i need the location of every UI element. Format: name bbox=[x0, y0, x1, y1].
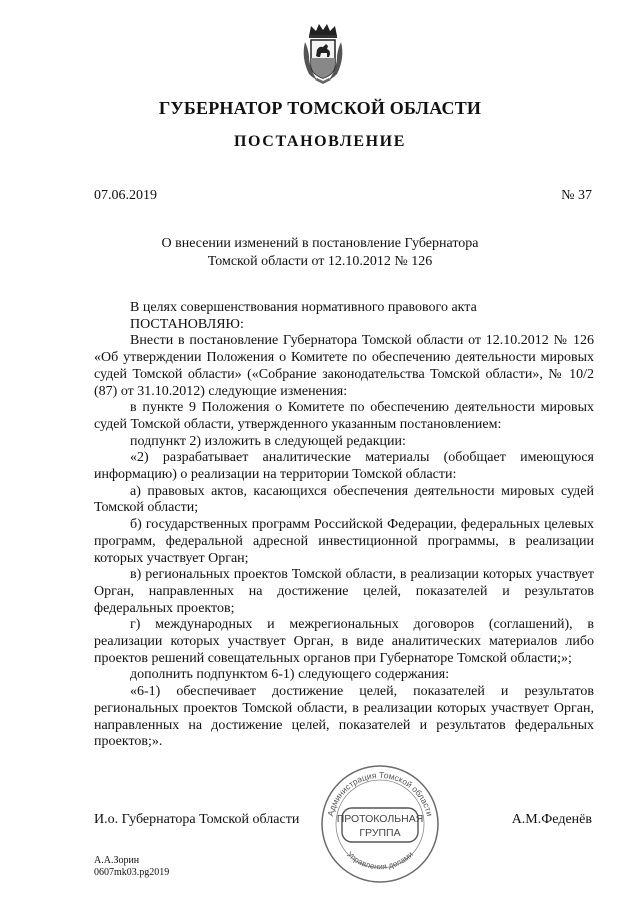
body-paragraph-2: ПОСТАНОВЛЯЮ: bbox=[130, 316, 244, 332]
document-number: № 37 bbox=[561, 188, 592, 203]
document-body bbox=[94, 300, 594, 751]
body-paragraph-8: б) государственных программ Российской Федерации, федеральных целевых программ, федеральной адресной инвестиционной программы, в реализации которых участвует Орган; bbox=[94, 517, 594, 566]
subject-line-2: Томской области от 12.10.2012 № 126 bbox=[207, 254, 433, 269]
coat-of-arms-icon bbox=[299, 22, 347, 86]
document-date: 07.06.2019 bbox=[94, 188, 157, 203]
body-paragraph-10: г) международных и межрегиональных договоров (соглашений), в реализации которых участвует Орган, в виде аналитических материалов либо проектов решений совещательных органов при Губернаторе Томской области;»; bbox=[94, 617, 594, 666]
executor-name: А.А.Зорин bbox=[94, 855, 140, 866]
signatory-name: А.М.Феденёв bbox=[511, 812, 592, 827]
body-paragraph-4: в пункте 9 Положения о Комитете по обеспечению деятельности мировых судей Томской области, утвержденного указанным постановлением: bbox=[94, 400, 594, 432]
body-paragraph-5: подпункт 2) изложить в следующей редакции: bbox=[130, 433, 406, 449]
body-paragraph-3: Внести в постановление Губернатора Томской области от 12.10.2012 № 126 «Об утверждении Положения о Комитете по обеспечению деятельности мировых судей Томской области» («Собрание законодательства Томской области», № 10/2 (87) от 31.10.2012) следующие изменения: bbox=[94, 333, 594, 399]
stamp-center-line-1: ПРОТОКОЛЬНАЯ bbox=[336, 813, 424, 825]
signatory-position: И.о. Губернатора Томской области bbox=[94, 812, 300, 827]
authority-title: ГУБЕРНАТОР ТОМСКОЙ ОБЛАСТИ bbox=[158, 98, 482, 118]
svg-text:Управления делами bbox=[345, 850, 415, 871]
body-paragraph-11: дополнить подпунктом 6-1) следующего содержания: bbox=[130, 667, 450, 683]
stamp-bottom-text: Управления делами bbox=[345, 849, 415, 872]
body-paragraph-6: «2) разрабатывает аналитические материалы (обобщает имеющуюся информацию) о реализации на территории Томской области: bbox=[94, 450, 594, 483]
document-subject bbox=[0, 235, 640, 271]
body-paragraph-12: «6-1) обеспечивает достижение целей, показателей и результатов региональных проектов Томской области, в реализации которых участвует Орган, направленных на достижение целей, показателей и результатов федеральных проектов;». bbox=[94, 684, 594, 750]
body-paragraph-9: в) региональных проектов Томской области, в реализации которых участвует Орган, направленных на достижение целей, показателей и результатов федеральных проектов; bbox=[94, 567, 594, 616]
file-reference: 0607mk03.pg2019 bbox=[94, 867, 170, 878]
subject-line-1: О внесении изменений в постановление Губернатора bbox=[161, 236, 479, 251]
document-footer bbox=[94, 855, 169, 879]
stamp-ring-text: Администрация Томской области bbox=[325, 769, 435, 818]
body-paragraph-1: В целях совершенствования нормативного правового акта bbox=[130, 300, 477, 315]
official-stamp bbox=[310, 758, 450, 886]
stamp-center-line-2: ГРУППА bbox=[359, 827, 401, 839]
document-type: ПОСТАНОВЛЕНИЕ bbox=[234, 133, 406, 150]
body-paragraph-7: а) правовых актов, касающихся обеспечения деятельности мировых судей Томской области; bbox=[94, 483, 594, 516]
